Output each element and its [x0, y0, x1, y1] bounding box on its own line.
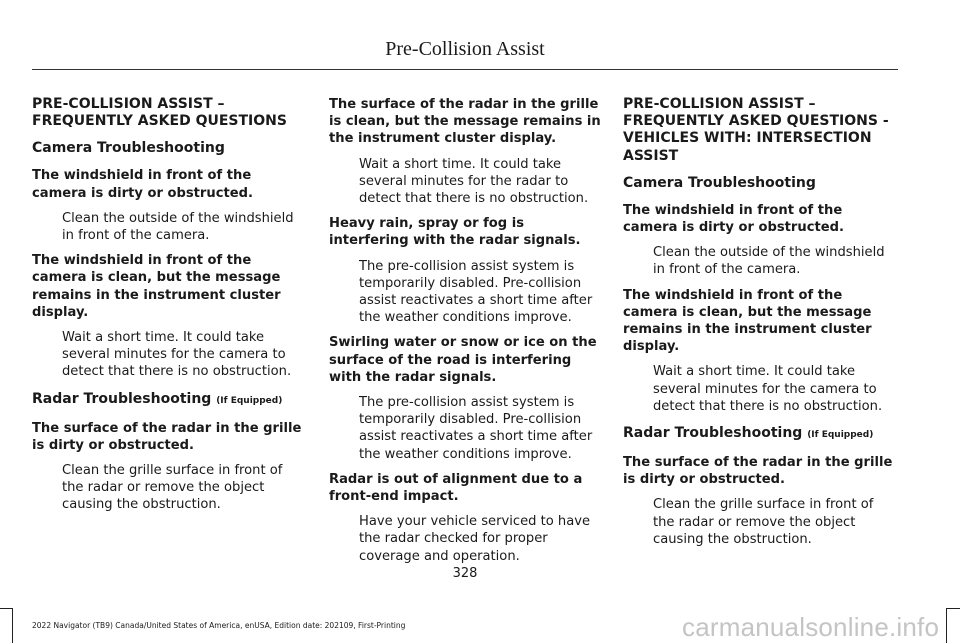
faq-answer [653, 496, 895, 548]
section-heading [32, 96, 304, 130]
faq-answer [653, 363, 895, 415]
block-text: The surface of the radar in the grille is dirty or obstructed. [623, 455, 893, 488]
faq-answer [62, 210, 304, 244]
faq-question [329, 96, 601, 148]
block-text: The surface of the radar in the grille is clean, but the message remains in the instrument cluster display. [329, 97, 601, 147]
block-text: The windshield in front of the camera is dirty or obstructed. [32, 168, 253, 201]
block-text: Wait a short time. It could take several minutes for the camera to detect that there is no obstruction. [62, 330, 292, 380]
block-text: Clean the outside of the windshield in front of the camera. [653, 245, 885, 278]
faq-answer [359, 258, 601, 327]
block-text: The surface of the radar in the grille is dirty or obstructed. [32, 420, 302, 453]
block-text: The pre-collision assist system is temporarily disabled. Pre-collision assist reactivates a short time after the weather conditions improve. [359, 258, 593, 326]
block-text: Wait a short time. It could take several minutes for the radar to detect that there is no obstruction. [359, 156, 589, 207]
block-text: Camera Troubleshooting [32, 140, 225, 157]
block-text: Radar Troubleshooting [32, 390, 212, 407]
block-text: Radar is out of alignment due to a front-end impact. [329, 471, 583, 505]
block-text: Heavy rain, spray or fog is interfering with the radar signals. [329, 216, 581, 249]
watermark: carmanualsonline.info [682, 612, 940, 642]
faq-question [623, 454, 895, 488]
subsection-heading [32, 390, 304, 411]
faq-question [329, 334, 601, 386]
faq-answer [359, 156, 601, 208]
faq-answer [62, 462, 304, 514]
block-text: The pre-collision assist system is temporarily disabled. Pre-collision assist reactivates a short time after the weather conditions improve. [359, 395, 593, 462]
block-text: Radar Troubleshooting [623, 425, 803, 442]
section-heading [623, 96, 895, 165]
page-title: Pre-Collision Assist [385, 38, 545, 60]
faq-question [623, 202, 895, 236]
subsection-heading [32, 139, 304, 158]
faq-question [32, 167, 304, 201]
column-right [623, 96, 895, 556]
title-divider [32, 69, 898, 70]
faq-answer [359, 513, 601, 565]
block-text: Camera Troubleshooting [623, 174, 816, 191]
crop-mark-bottom-right-h [946, 608, 960, 609]
block-text: Clean the outside of the windshield in front of the camera. [62, 210, 294, 244]
column-left [32, 96, 304, 522]
block-text: The windshield in front of the camera is clean, but the message remains in the instrument cluster display. [32, 253, 281, 320]
faq-question [329, 471, 601, 505]
equipment-note: (If Equipped) [807, 430, 874, 441]
subsection-heading [623, 174, 895, 193]
block-text: Swirling water or snow or ice on the surface of the road is interfering with the radar signals. [329, 335, 597, 385]
block-text: Clean the grille surface in front of the radar or remove the object causing the obstruction. [62, 463, 283, 513]
faq-answer [359, 394, 601, 463]
subsection-heading [623, 424, 895, 445]
block-text: The windshield in front of the camera is dirty or obstructed. [623, 202, 844, 236]
block-text: Have your vehicle serviced to have the radar checked for proper coverage and operation. [359, 514, 591, 564]
column-middle [329, 96, 601, 573]
faq-question [623, 287, 895, 356]
block-text: The windshield in front of the camera is clean, but the message remains in the instrument cluster display. [623, 287, 872, 355]
block-text: Wait a short time. It could take several minutes for the camera to detect that there is no obstruction. [653, 364, 883, 414]
crop-mark-bottom-right [946, 608, 947, 643]
block-text: PRE-COLLISION ASSIST – FREQUENTLY ASKED QUESTIONS [32, 96, 287, 130]
page-number: 328 [452, 566, 478, 581]
equipment-note: (If Equipped) [216, 395, 283, 406]
faq-answer [62, 329, 304, 381]
edition-footer: 2022 Navigator (TB9) Canada/United States of America, enUSA, Edition date: 202109, First-Printing [32, 621, 406, 630]
faq-question [32, 420, 304, 454]
faq-question [32, 252, 304, 321]
block-text: PRE-COLLISION ASSIST – FREQUENTLY ASKED QUESTIONS - VEHICLES WITH: INTERSECTION ASSIST [623, 96, 889, 164]
faq-question [329, 215, 601, 249]
crop-mark-bottom-left [12, 608, 13, 643]
block-text: Clean the grille surface in front of the radar or remove the object causing the obstruction. [653, 497, 874, 547]
crop-mark-bottom-left-h [0, 608, 12, 609]
faq-answer [653, 244, 895, 278]
